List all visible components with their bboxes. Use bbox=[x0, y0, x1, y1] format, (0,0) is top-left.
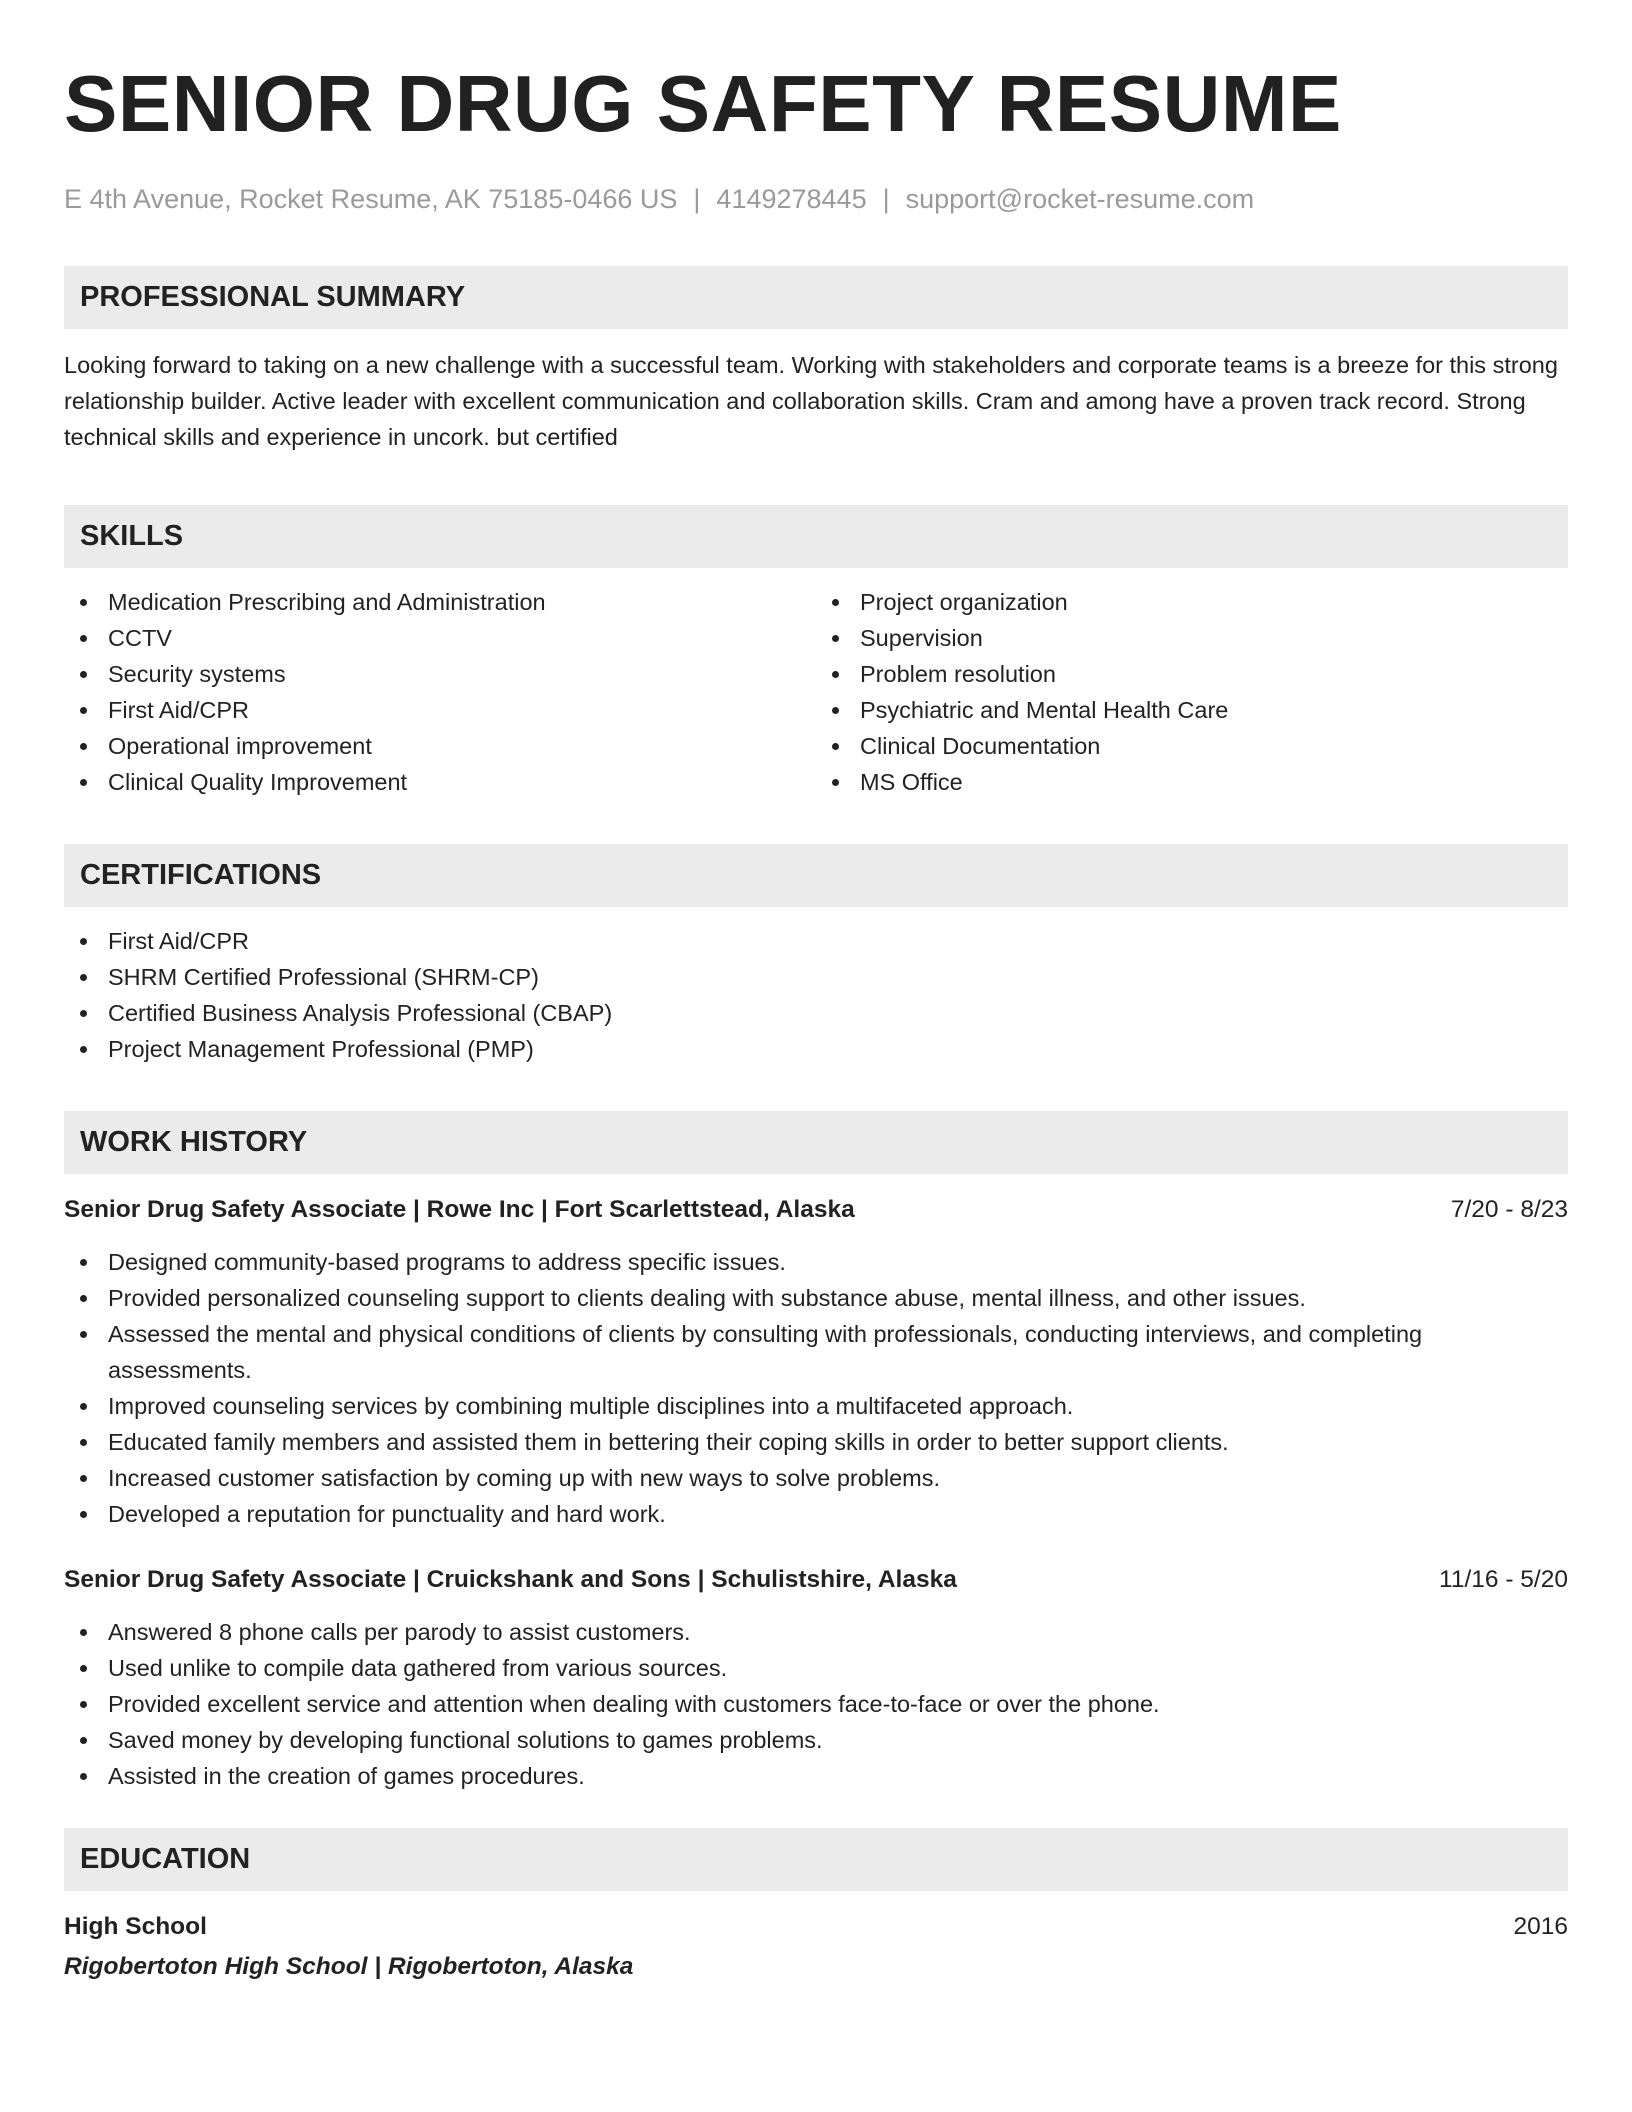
skill-item: Project organization bbox=[816, 584, 1568, 620]
duty-item: Designed community-based programs to address specific issues. bbox=[64, 1244, 1568, 1280]
skill-item: Clinical Documentation bbox=[816, 728, 1568, 764]
job-title: Senior Drug Safety Associate | Rowe Inc | Fort Scarlettstead, Alaska bbox=[64, 1196, 855, 1223]
summary-text: Looking forward to taking on a new challenge with a successful team. Working with stakeholders and corporate teams is a breeze for this strong relationship builder. Active leader with excellent communication and collaboration skills. Cram and among have a proven track record. Strong technical skills and experience in uncork. but certified bbox=[64, 352, 1558, 450]
certification-item: First Aid/CPR bbox=[64, 923, 1568, 959]
job-header bbox=[64, 1562, 1568, 1598]
duty-item: Provided excellent service and attention when dealing with customers face-to-face or over the phone. bbox=[64, 1686, 1568, 1722]
job-entry bbox=[64, 1562, 1568, 1794]
job-header bbox=[64, 1192, 1568, 1228]
job-entry bbox=[64, 1192, 1568, 1532]
duty-item: Improved counseling services by combining multiple disciplines into a multifaceted approach. bbox=[64, 1388, 1568, 1424]
duty-item: Educated family members and assisted them in bettering their coping skills in order to better support clients. bbox=[64, 1424, 1568, 1460]
duty-item: Provided personalized counseling support to clients dealing with substance abuse, mental illness, and other issues. bbox=[64, 1280, 1568, 1316]
job-title: Senior Drug Safety Associate | Cruickshank and Sons | Schulistshire, Alaska bbox=[64, 1566, 957, 1593]
job-duties bbox=[64, 1244, 1568, 1532]
skill-item: MS Office bbox=[816, 764, 1568, 800]
skill-item: Operational improvement bbox=[64, 728, 816, 764]
duty-item: Answered 8 phone calls per parody to assist customers. bbox=[64, 1614, 1568, 1650]
duty-item: Increased customer satisfaction by coming up with new ways to solve problems. bbox=[64, 1460, 1568, 1496]
skill-item: Medication Prescribing and Administration bbox=[64, 584, 816, 620]
skill-item: Psychiatric and Mental Health Care bbox=[816, 692, 1568, 728]
education-entry bbox=[64, 1909, 1568, 1985]
job-dates: 7/20 - 8/23 bbox=[1450, 1196, 1568, 1223]
certifications-list bbox=[64, 923, 1568, 1067]
certification-item: Certified Business Analysis Professional (CBAP) bbox=[64, 995, 1568, 1031]
contact-email: support@rocket-resume.com bbox=[905, 184, 1255, 214]
skill-item: Supervision bbox=[816, 620, 1568, 656]
skills-column-right bbox=[816, 584, 1568, 800]
contact-phone: 4149278445 bbox=[716, 184, 867, 214]
duty-item: Used unlike to compile data gathered from various sources. bbox=[64, 1650, 1568, 1686]
job-duties bbox=[64, 1614, 1568, 1794]
duty-item: Assisted in the creation of games procedures. bbox=[64, 1758, 1568, 1794]
skills-heading: SKILLS bbox=[64, 505, 1568, 568]
skill-item: Clinical Quality Improvement bbox=[64, 764, 816, 800]
skill-item: Security systems bbox=[64, 656, 816, 692]
work-history-heading: WORK HISTORY bbox=[64, 1111, 1568, 1174]
resume-title: SENIOR DRUG SAFETY RESUME bbox=[64, 59, 1342, 148]
skill-item: First Aid/CPR bbox=[64, 692, 816, 728]
skills-list bbox=[64, 584, 1568, 800]
contact-separator: | bbox=[882, 184, 890, 214]
job-dates: 11/16 - 5/20 bbox=[1439, 1566, 1568, 1593]
contact-address: E 4th Avenue, Rocket Resume, AK 75185-0466 US bbox=[64, 184, 678, 214]
education-school: Rigobertoton High School | Rigobertoton, Alaska bbox=[64, 1953, 634, 1980]
certification-item: Project Management Professional (PMP) bbox=[64, 1031, 1568, 1067]
certification-item: SHRM Certified Professional (SHRM-CP) bbox=[64, 959, 1568, 995]
skill-item: Problem resolution bbox=[816, 656, 1568, 692]
skill-item: CCTV bbox=[64, 620, 816, 656]
duty-item: Saved money by developing functional solutions to games problems. bbox=[64, 1722, 1568, 1758]
education-heading: EDUCATION bbox=[64, 1828, 1568, 1891]
duty-item: Developed a reputation for punctuality and hard work. bbox=[64, 1496, 1568, 1532]
education-year: 2016 bbox=[1513, 1913, 1568, 1940]
duty-item: Assessed the mental and physical conditions of clients by consulting with professionals, conducting interviews, and completing assessments. bbox=[64, 1316, 1568, 1388]
summary-heading: PROFESSIONAL SUMMARY bbox=[64, 266, 1568, 329]
contact-line bbox=[64, 182, 1568, 216]
contact-separator: | bbox=[693, 184, 701, 214]
skills-column-left bbox=[64, 584, 816, 800]
education-degree: High School bbox=[64, 1913, 207, 1940]
certifications-heading: CERTIFICATIONS bbox=[64, 844, 1568, 907]
education-header bbox=[64, 1909, 1568, 1945]
